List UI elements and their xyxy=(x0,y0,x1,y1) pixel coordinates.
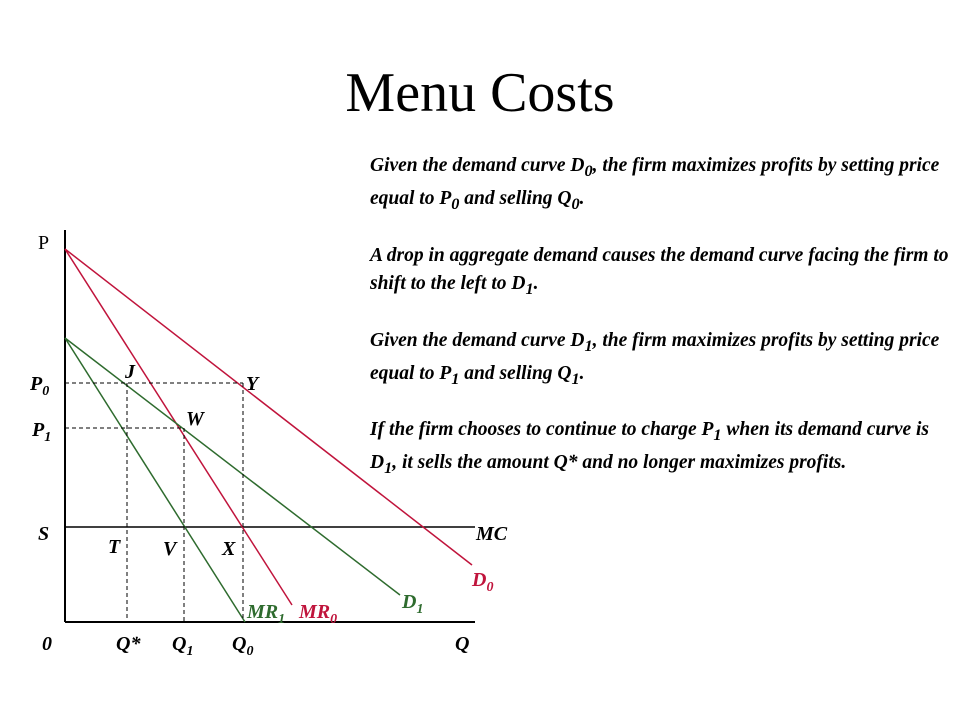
subscript: 1 xyxy=(571,369,580,388)
label-p1: $P_1$ xyxy=(32,419,52,445)
subscript: 1 xyxy=(713,426,722,445)
label-q0: $Q_0$ xyxy=(232,633,254,659)
text-run: and selling Q xyxy=(459,187,572,209)
label-mr1: $MR_1$ xyxy=(247,601,286,627)
marginal-revenue-mr0 xyxy=(65,249,292,605)
subscript: 0 xyxy=(584,161,593,180)
text-run: , the firm maximizes profits by setting price equal to P xyxy=(370,155,940,209)
label-t: T xyxy=(108,536,121,558)
origin-label: 0 xyxy=(42,633,52,655)
subscript: 1 xyxy=(584,336,593,355)
slide-title: Menu Costs xyxy=(345,62,615,124)
label-qstar: Q* xyxy=(116,633,141,655)
label-mc: MC xyxy=(476,523,508,545)
subscript: 1 xyxy=(525,279,534,298)
label-mr0: $MR_0$ xyxy=(299,601,338,627)
text-run: when its demand curve is D xyxy=(370,419,930,474)
demand-curve-d0 xyxy=(65,249,472,565)
subscript: 0 xyxy=(451,194,460,213)
label-x: X xyxy=(222,538,236,560)
text-run: . xyxy=(579,362,585,384)
label-d1: $D_1$ xyxy=(402,591,424,617)
text-run: and selling Q xyxy=(459,362,572,384)
y-axis-label: P xyxy=(38,232,50,254)
subscript: 1 xyxy=(451,369,460,388)
label-v: V xyxy=(163,538,177,560)
label-y: Y xyxy=(246,373,259,395)
text-run: , the firm maximizes profits by setting price equal to P xyxy=(370,329,940,384)
label-w: W xyxy=(186,408,204,430)
text-run: , it sells the amount Q* and no longer maximizes profits. xyxy=(392,452,847,474)
text-run: . xyxy=(579,187,585,209)
text-run: . xyxy=(533,272,539,294)
text-run: If the firm chooses to continue to charge P xyxy=(370,419,714,441)
text-run: Given the demand curve D xyxy=(370,329,585,351)
label-j: J xyxy=(125,361,135,383)
label-q1: $Q_1$ xyxy=(172,633,194,659)
text-run: Given the demand curve D xyxy=(370,155,585,176)
marginal-revenue-mr1 xyxy=(65,338,245,622)
label-p0: $P_0$ xyxy=(30,373,50,399)
label-s: S xyxy=(38,523,50,545)
subscript: 1 xyxy=(384,459,393,478)
subscript: 0 xyxy=(571,194,580,213)
label-d0: $D_0$ xyxy=(472,569,494,595)
text-run: A drop in aggregate demand causes the demand curve facing the firm to shift to the left to D xyxy=(370,244,949,294)
x-axis-label: Q xyxy=(455,633,470,655)
